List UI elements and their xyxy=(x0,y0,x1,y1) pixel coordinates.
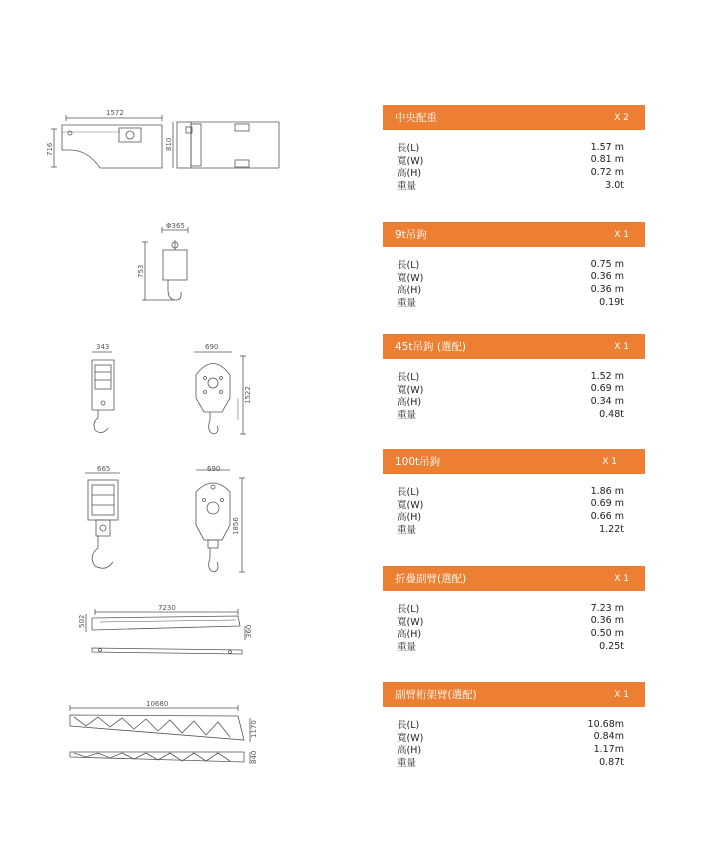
dim-jib-h1: 502 xyxy=(78,614,86,628)
hook-45t-front-drawing xyxy=(92,352,114,433)
spec-card-header xyxy=(383,449,645,474)
spec-card-qty: X 1 xyxy=(614,229,629,240)
spec-card-hook-9t xyxy=(383,222,645,308)
spec-card-title: 副臂桁架臂(選配) xyxy=(395,689,477,701)
spec-row-weight: 重量 0.48t xyxy=(397,408,624,422)
spec-card-title: 9t吊鉤 xyxy=(395,229,427,241)
spec-row-weight: 重量 0.25t xyxy=(397,640,624,654)
spec-card-hook-100t xyxy=(383,449,645,535)
dim-hook9-dia: Φ365 xyxy=(166,222,185,230)
spec-row-length: 長(L) 0.75 m xyxy=(397,258,624,272)
spec-row-length: 長(L) 10.68m xyxy=(397,718,624,732)
dim-jib-len: 7230 xyxy=(158,604,176,612)
dim-hook45-h: 1522 xyxy=(244,386,252,404)
spec-row-width: 寬(W) 0.36 m xyxy=(397,271,624,284)
dim-counterweight-w: 810 xyxy=(165,137,173,151)
spec-card-qty: X 1 xyxy=(602,456,617,467)
spec-row-height: 高(H) 0.66 m xyxy=(397,510,624,524)
spec-row-height: 高(H) 1.17m xyxy=(397,743,624,757)
spec-card-header xyxy=(383,222,645,247)
dim-counterweight-len: 1572 xyxy=(106,109,124,117)
dim-jib-h2: 360 xyxy=(245,624,253,638)
spec-card-lattice-jib xyxy=(383,682,645,768)
dim-hook45-w2: 690 xyxy=(205,343,219,351)
spec-card-title: 中央配重 xyxy=(395,112,437,124)
spec-card-folding-jib xyxy=(383,566,645,652)
spec-row-height: 高(H) 0.34 m xyxy=(397,395,624,409)
dim-counterweight-h: 716 xyxy=(46,142,54,156)
spec-row-width: 寬(W) 0.69 m xyxy=(397,383,624,396)
spec-row-length: 長(L) 1.86 m xyxy=(397,485,624,499)
spec-row-length: 長(L) 1.57 m xyxy=(397,141,624,155)
hook-100t-front-drawing xyxy=(85,473,120,568)
spec-row-width: 寬(W) 0.36 m xyxy=(397,615,624,628)
dim-lattice-h1: 1170 xyxy=(250,720,258,738)
spec-row-height: 高(H) 0.36 m xyxy=(397,283,624,297)
spec-card-hook-45t xyxy=(383,334,645,420)
spec-card-header xyxy=(383,105,645,130)
spec-card-header xyxy=(383,334,645,359)
spec-card-header xyxy=(383,682,645,707)
spec-row-length: 長(L) 7.23 m xyxy=(397,602,624,616)
spec-card-qty: X 1 xyxy=(614,341,629,352)
spec-row-length: 長(L) 1.52 m xyxy=(397,370,624,384)
spec-row-weight: 重量 3.0t xyxy=(397,179,624,193)
hook-45t-side-drawing xyxy=(194,352,246,434)
spec-card-header xyxy=(383,566,645,591)
lattice-jib-drawing xyxy=(70,705,250,764)
spec-card-title: 100t吊鉤 xyxy=(395,456,441,468)
dim-hook100-h: 1856 xyxy=(232,517,240,535)
spec-card-title: 45t吊鉤 (選配) xyxy=(395,341,467,353)
counterweight-side-drawing xyxy=(51,115,162,168)
spec-row-height: 高(H) 0.50 m xyxy=(397,627,624,641)
dim-hook100-w1: 665 xyxy=(97,465,111,473)
dim-lattice-len: 10680 xyxy=(146,700,169,708)
spec-row-width: 寬(W) 0.69 m xyxy=(397,498,624,511)
spec-row-weight: 重量 1.22t xyxy=(397,523,624,537)
spec-row-width: 寬(W) 0.81 m xyxy=(397,154,624,167)
counterweight-top-drawing xyxy=(173,122,279,168)
spec-card-qty: X 1 xyxy=(614,689,629,700)
spec-row-width: 寬(W) 0.84m xyxy=(397,731,624,744)
spec-row-height: 高(H) 0.72 m xyxy=(397,166,624,180)
spec-card-counterweight xyxy=(383,105,645,191)
dim-hook45-w1: 343 xyxy=(96,343,110,351)
dim-hook100-w2: 690 xyxy=(207,465,221,473)
spec-card-qty: X 2 xyxy=(614,112,629,123)
folding-jib-drawing xyxy=(86,609,245,654)
spec-row-weight: 重量 0.87t xyxy=(397,756,624,770)
hook-9t-drawing xyxy=(142,227,188,300)
dim-lattice-h2: 840 xyxy=(250,750,258,764)
dim-hook9-h: 753 xyxy=(137,264,145,278)
spec-row-weight: 重量 0.19t xyxy=(397,296,624,310)
spec-card-title: 折疊副臂(選配) xyxy=(395,573,467,585)
spec-card-qty: X 1 xyxy=(614,573,629,584)
